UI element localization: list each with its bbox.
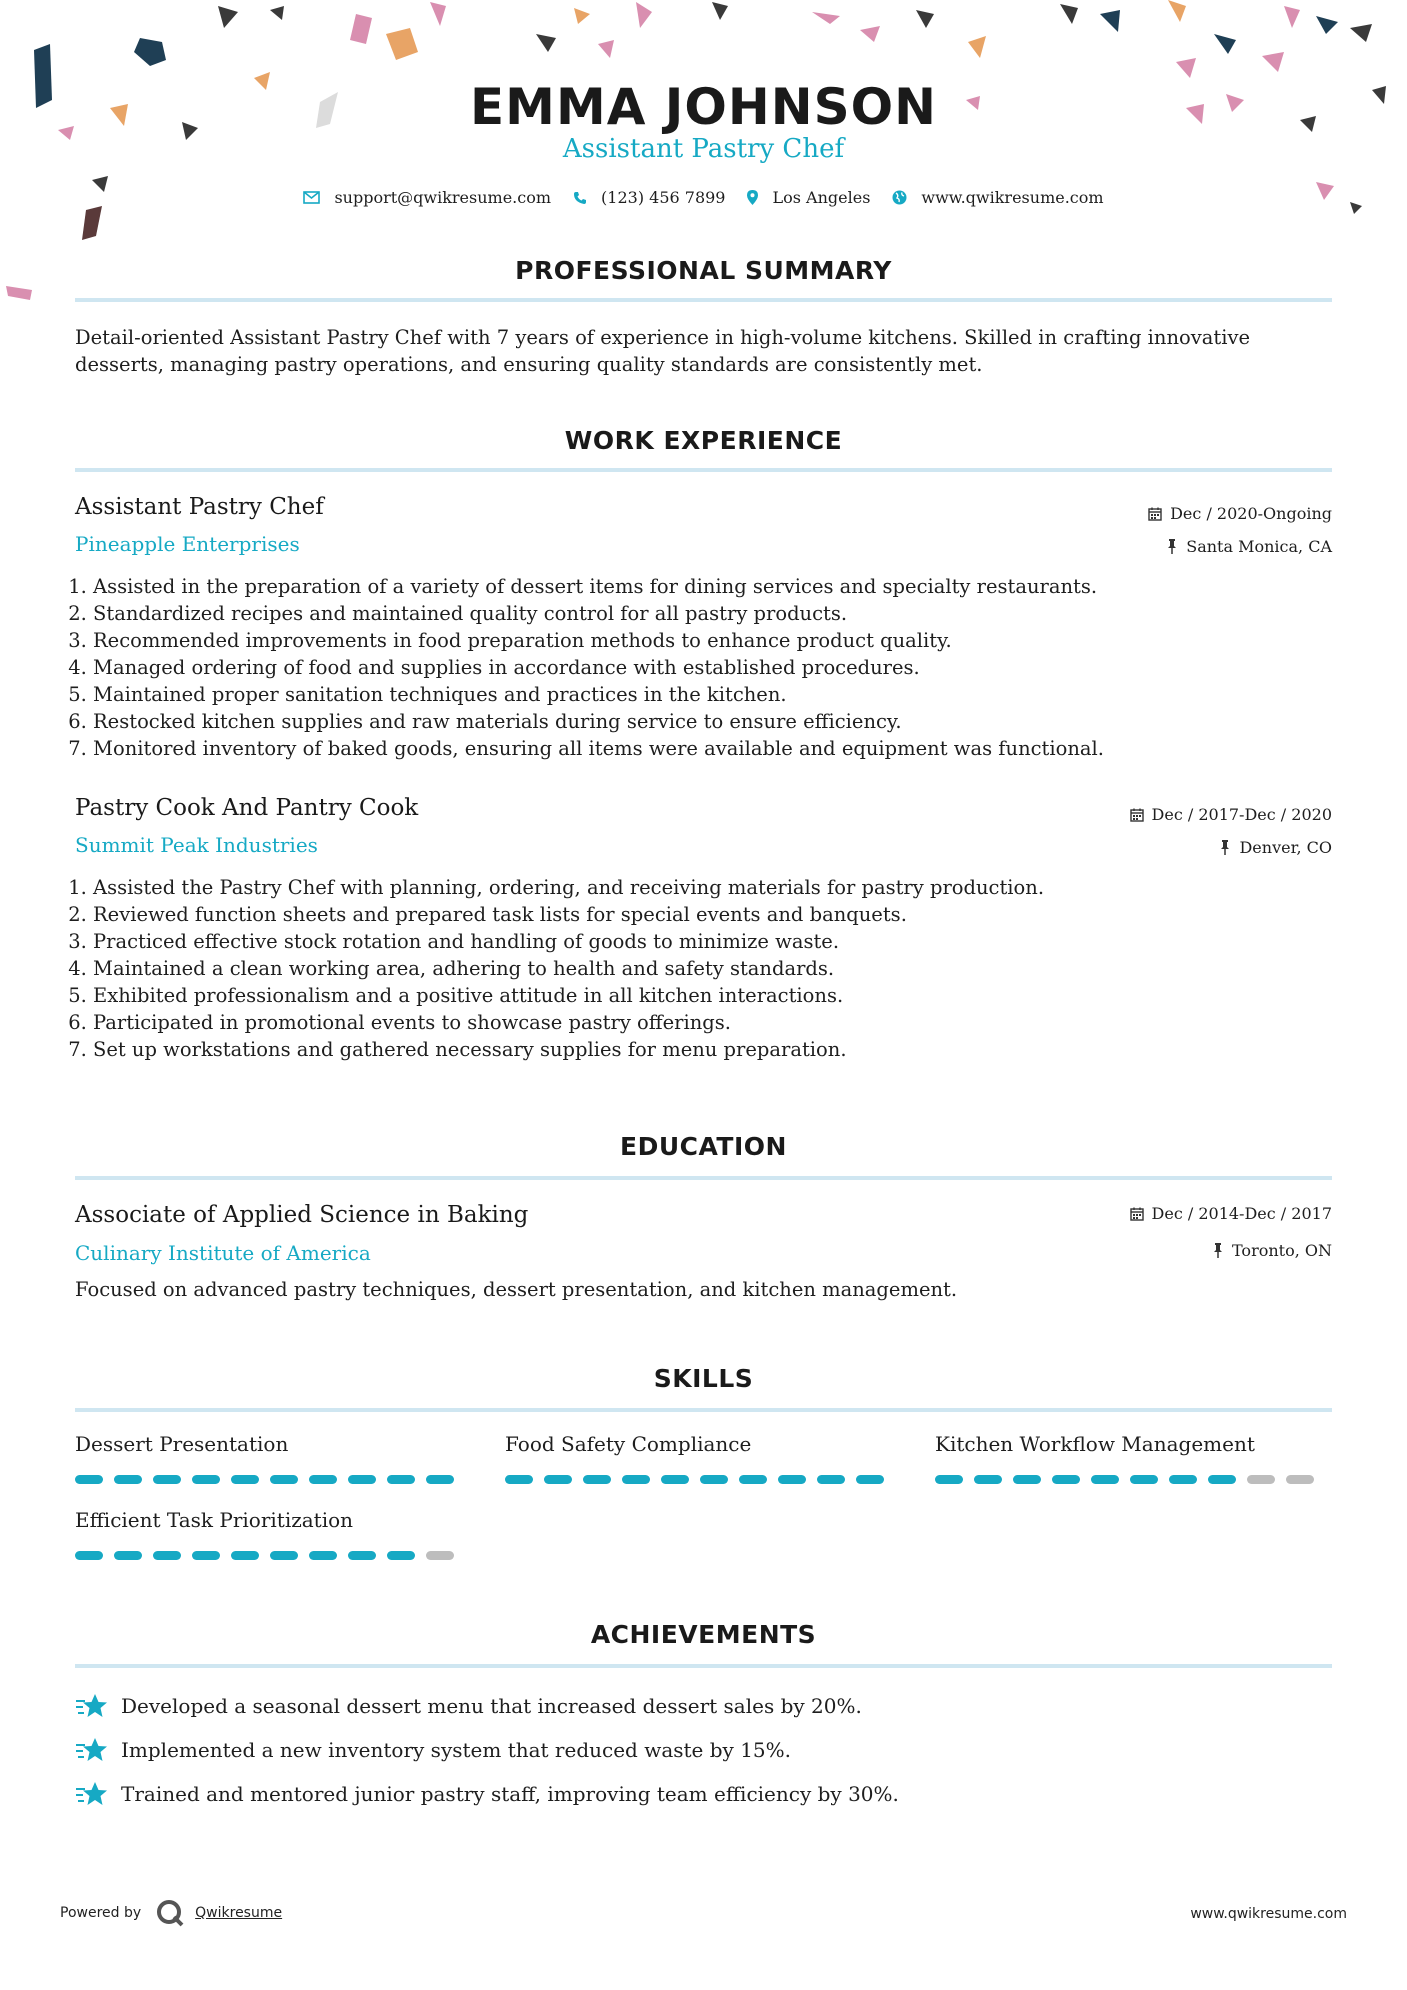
achievement-text: Developed a seasonal dessert menu that increased dessert sales by 20%. <box>121 1694 862 1718</box>
skill-dash-filled <box>348 1551 376 1560</box>
skill-dash-filled <box>739 1475 767 1484</box>
job-duty: 7. Set up workstations and gathered necessary supplies for menu preparation. <box>93 1036 1323 1063</box>
skills-divider <box>75 1408 1332 1412</box>
education-degree: Associate of Applied Science in Baking <box>75 1202 529 1228</box>
powered-by-text: Powered by <box>60 1905 142 1921</box>
education-heading: EDUCATION <box>620 1132 787 1161</box>
candidate-name: EMMA JOHNSON <box>470 78 937 136</box>
achievement-item <box>75 1692 862 1720</box>
phone-icon <box>573 191 587 205</box>
skill-dash-filled <box>114 1551 142 1560</box>
skill-dash-filled <box>1130 1475 1158 1484</box>
skill-name: Efficient Task Prioritization <box>75 1508 354 1532</box>
star-icon <box>75 1736 109 1764</box>
skill-dash-filled <box>75 1551 103 1560</box>
skill-level-meter <box>505 1475 895 1484</box>
education-location <box>1212 1241 1332 1260</box>
education-dates-text: Dec / 2014-Dec / 2017 <box>1151 1204 1332 1223</box>
skill-dash-filled <box>426 1475 454 1484</box>
calendar-icon <box>1130 808 1144 822</box>
footer-website[interactable]: www.qwikresume.com <box>1190 1906 1347 1922</box>
job-duties-list <box>75 874 1323 1063</box>
skill-dash-filled <box>231 1551 259 1560</box>
skill-dash-filled <box>1208 1475 1236 1484</box>
skill-dash-filled <box>974 1475 1002 1484</box>
skill-dash-empty <box>426 1551 454 1560</box>
education-description: Focused on advanced pastry techniques, dessert presentation, and kitchen management. <box>75 1278 958 1301</box>
calendar-icon <box>1130 1207 1144 1221</box>
achievements-divider <box>75 1664 1332 1668</box>
job-duty: 2. Reviewed function sheets and prepared task lists for special events and banquets. <box>93 901 1323 928</box>
experience-heading: WORK EXPERIENCE <box>564 426 843 455</box>
skill-dash-filled <box>1169 1475 1197 1484</box>
skill-dash-filled <box>114 1475 142 1484</box>
education-location-text: Toronto, ON <box>1232 1241 1332 1260</box>
job-duty: 3. Practiced effective stock rotation and handling of goods to minimize waste. <box>93 928 1323 955</box>
envelope-icon <box>303 191 320 204</box>
skill-dash-filled <box>544 1475 572 1484</box>
skill-dash-filled <box>309 1475 337 1484</box>
skill-dash-filled <box>1091 1475 1119 1484</box>
job-duty: 3. Recommended improvements in food preparation methods to enhance product quality. <box>93 627 1323 654</box>
job-company: Summit Peak Industries <box>75 833 318 857</box>
job-duty: 1. Assisted the Pastry Chef with planning, ordering, and receiving materials for pastry production. <box>93 874 1323 901</box>
skill-dash-filled <box>387 1475 415 1484</box>
contact-website[interactable] <box>892 188 1103 207</box>
skill-dash-filled <box>231 1475 259 1484</box>
brand-link[interactable]: Qwikresume <box>195 1905 283 1921</box>
skill-dash-filled <box>778 1475 806 1484</box>
skill-level-meter <box>75 1551 465 1560</box>
job-duty: 4. Managed ordering of food and supplies in accordance with established procedures. <box>93 654 1323 681</box>
job-dates <box>1130 805 1332 824</box>
skill-dash-filled <box>817 1475 845 1484</box>
contact-phone[interactable] <box>573 188 725 207</box>
skill-dash-filled <box>856 1475 884 1484</box>
skill-name: Food Safety Compliance <box>505 1432 752 1456</box>
skill-name: Kitchen Workflow Management <box>935 1432 1255 1456</box>
job-duty: 4. Maintained a clean working area, adhering to health and safety standards. <box>93 955 1323 982</box>
job-title: Pastry Cook And Pantry Cook <box>75 795 419 821</box>
skill-name: Dessert Presentation <box>75 1432 289 1456</box>
skill-dash-empty <box>1247 1475 1275 1484</box>
skill-dash-filled <box>153 1551 181 1560</box>
phone-text: (123) 456 7899 <box>601 188 726 207</box>
experience-divider <box>75 468 1332 472</box>
contact-location <box>747 188 870 207</box>
skill-level-meter <box>75 1475 465 1484</box>
skill-dash-filled <box>192 1551 220 1560</box>
job-title: Assistant Pastry Chef <box>75 494 324 520</box>
skill-dash-filled <box>661 1475 689 1484</box>
website-text: www.qwikresume.com <box>921 188 1104 207</box>
map-pin-icon <box>747 190 758 205</box>
achievement-item <box>75 1780 899 1808</box>
skill-dash-filled <box>505 1475 533 1484</box>
skill-item <box>935 1432 1255 1456</box>
job-duty: 5. Exhibited professionalism and a positive attitude in all kitchen interactions. <box>93 982 1323 1009</box>
pushpin-icon <box>1219 840 1231 855</box>
star-icon <box>75 1780 109 1808</box>
job-duty: 2. Standardized recipes and maintained quality control for all pastry products. <box>93 600 1323 627</box>
job-location <box>1219 838 1332 857</box>
job-location <box>1166 537 1332 556</box>
education-divider <box>75 1176 1332 1180</box>
job-dates-text: Dec / 2017-Dec / 2020 <box>1151 805 1332 824</box>
skill-dash-filled <box>1013 1475 1041 1484</box>
skill-dash-filled <box>192 1475 220 1484</box>
achievement-item <box>75 1736 791 1764</box>
skill-dash-empty <box>1286 1475 1314 1484</box>
job-location-text: Denver, CO <box>1239 838 1332 857</box>
skill-item <box>75 1508 353 1532</box>
job-company: Pineapple Enterprises <box>75 532 300 556</box>
location-text: Los Angeles <box>772 188 871 207</box>
job-duties-list <box>75 573 1323 762</box>
job-duty: 1. Assisted in the preparation of a variety of dessert items for dining services and specialty restaurants. <box>93 573 1323 600</box>
skill-dash-filled <box>583 1475 611 1484</box>
job-duty: 7. Monitored inventory of baked goods, ensuring all items were available and equipment was functional. <box>93 735 1323 762</box>
skill-dash-filled <box>348 1475 376 1484</box>
skill-dash-filled <box>1052 1475 1080 1484</box>
qwikresume-logo-icon <box>155 1898 185 1928</box>
skill-dash-filled <box>387 1551 415 1560</box>
skill-dash-filled <box>270 1551 298 1560</box>
contact-email[interactable] <box>303 188 551 207</box>
globe-icon <box>892 190 907 205</box>
footer-powered-by <box>60 1898 282 1928</box>
achievements-heading: ACHIEVEMENTS <box>590 1620 817 1649</box>
job-dates-text: Dec / 2020-Ongoing <box>1170 504 1332 523</box>
skill-dash-filled <box>75 1475 103 1484</box>
skill-dash-filled <box>700 1475 728 1484</box>
email-text: support@qwikresume.com <box>334 188 552 207</box>
achievement-text: Implemented a new inventory system that reduced waste by 15%. <box>121 1738 792 1762</box>
job-dates <box>1148 504 1332 523</box>
skill-dash-filled <box>309 1551 337 1560</box>
pushpin-icon <box>1212 1243 1224 1258</box>
skill-dash-filled <box>935 1475 963 1484</box>
job-duty: 6. Participated in promotional events to showcase pastry offerings. <box>93 1009 1323 1036</box>
skill-dash-filled <box>270 1475 298 1484</box>
job-location-text: Santa Monica, CA <box>1186 537 1332 556</box>
education-school: Culinary Institute of America <box>75 1241 371 1265</box>
summary-text: Detail-oriented Assistant Pastry Chef with 7 years of experience in high-volume kitchens. Skilled in crafting innovative desserts, managing pastry operations, and ensuring quality standards are consistently met. <box>75 326 1251 376</box>
skill-item <box>505 1432 751 1456</box>
skill-item <box>75 1432 288 1456</box>
summary-divider <box>75 298 1332 302</box>
job-duty: 6. Restocked kitchen supplies and raw materials during service to ensure efficiency. <box>93 708 1323 735</box>
contact-bar <box>75 188 1332 207</box>
star-icon <box>75 1692 109 1720</box>
achievement-text: Trained and mentored junior pastry staff, improving team efficiency by 30%. <box>121 1782 899 1806</box>
summary-heading: PROFESSIONAL SUMMARY <box>515 256 892 285</box>
skills-heading: SKILLS <box>653 1364 754 1393</box>
skill-dash-filled <box>622 1475 650 1484</box>
job-duty: 5. Maintained proper sanitation techniques and practices in the kitchen. <box>93 681 1323 708</box>
candidate-title: Assistant Pastry Chef <box>562 134 845 164</box>
calendar-icon <box>1148 507 1162 521</box>
pushpin-icon <box>1166 539 1178 554</box>
skill-dash-filled <box>153 1475 181 1484</box>
education-dates <box>1130 1204 1332 1223</box>
skill-level-meter <box>935 1475 1325 1484</box>
